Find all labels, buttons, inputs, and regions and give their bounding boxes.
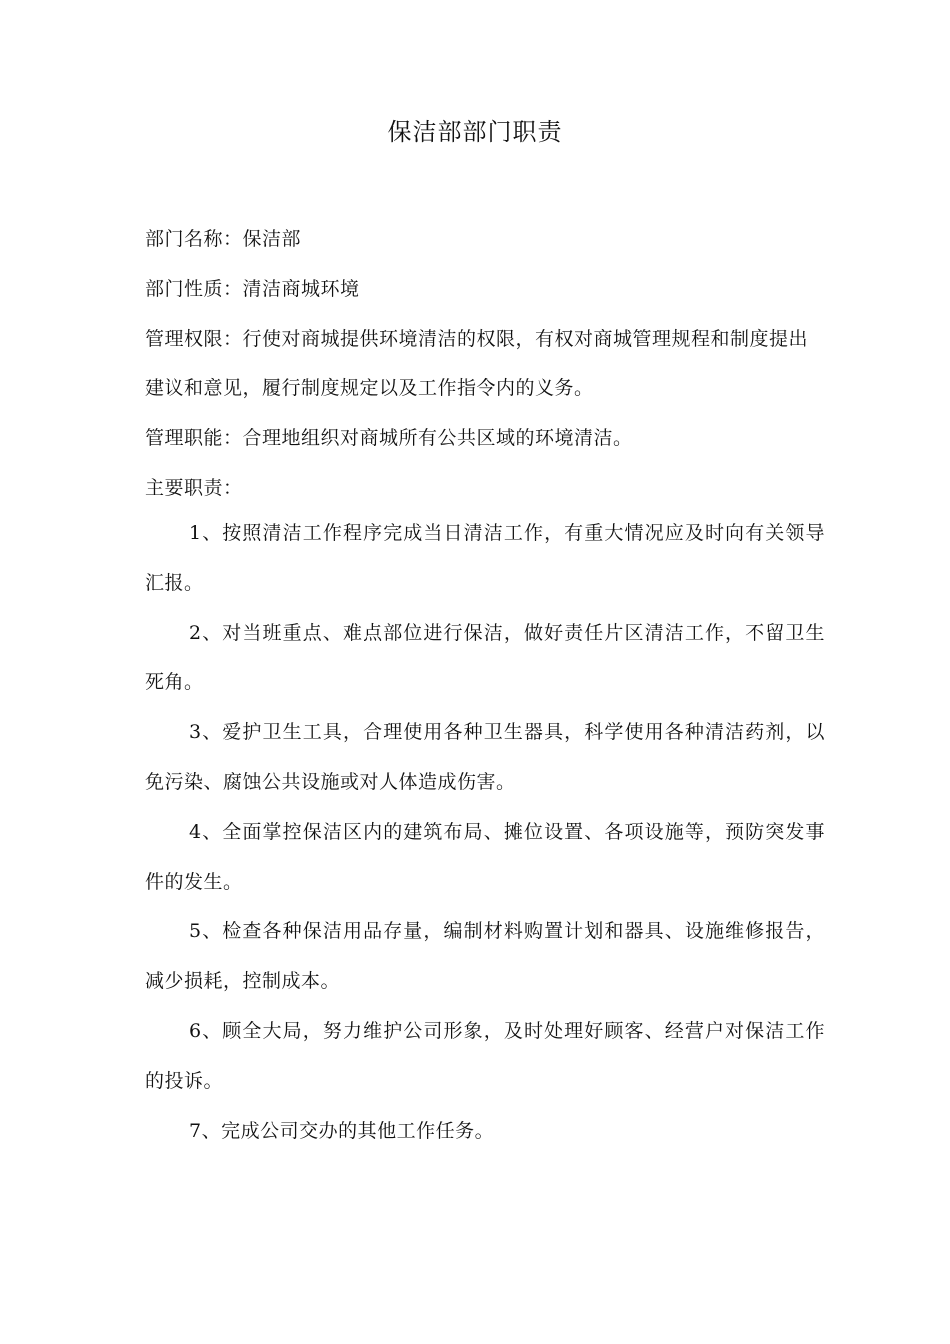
duty-item-3: 3、爱护卫生工具，合理使用各种卫生器具，科学使用各种清洁药剂，以免污染、腐蚀公共设施或对人体造成伤害。 [145, 721, 825, 793]
management-authority: 管理权限：行使对商城提供环境清洁的权限，有权对商城管理规程和制度提出建议和意见，履行制度规定以及工作指令内的义务。 [145, 327, 809, 400]
duty-item-1: 1、按照清洁工作程序完成当日清洁工作，有重大情况应及时向有关领导汇报。 [145, 522, 825, 594]
duty-item-4: 4、全面掌控保洁区内的建筑布局、摊位设置、各项设施等，预防突发事件的发生。 [145, 820, 825, 893]
duty-item-2: 2、对当班重点、难点部位进行保洁，做好责任片区清洁工作，不留卫生死角。 [145, 621, 825, 694]
department-name: 部门名称：保洁部 [145, 228, 302, 250]
department-nature: 部门性质：清洁商城环境 [145, 277, 360, 300]
management-function: 管理职能：合理地组织对商城所有公共区域的环境清洁。 [145, 427, 633, 450]
duties-list [145, 509, 825, 1156]
department-info [145, 215, 825, 514]
duty-item-7: 7、完成公司交办的其他工作任务。 [189, 1119, 495, 1142]
duty-item-5: 5、检查各种保洁用品存量，编制材料购置计划和器具、设施维修报告，减少损耗，控制成本。 [145, 920, 825, 993]
document-title: 保洁部部门职责 [387, 118, 563, 146]
duty-item-6: 6、顾全大局，努力维护公司形象，及时处理好顾客、经营户对保洁工作的投诉。 [145, 1019, 825, 1092]
duties-heading: 主要职责： [145, 476, 243, 499]
